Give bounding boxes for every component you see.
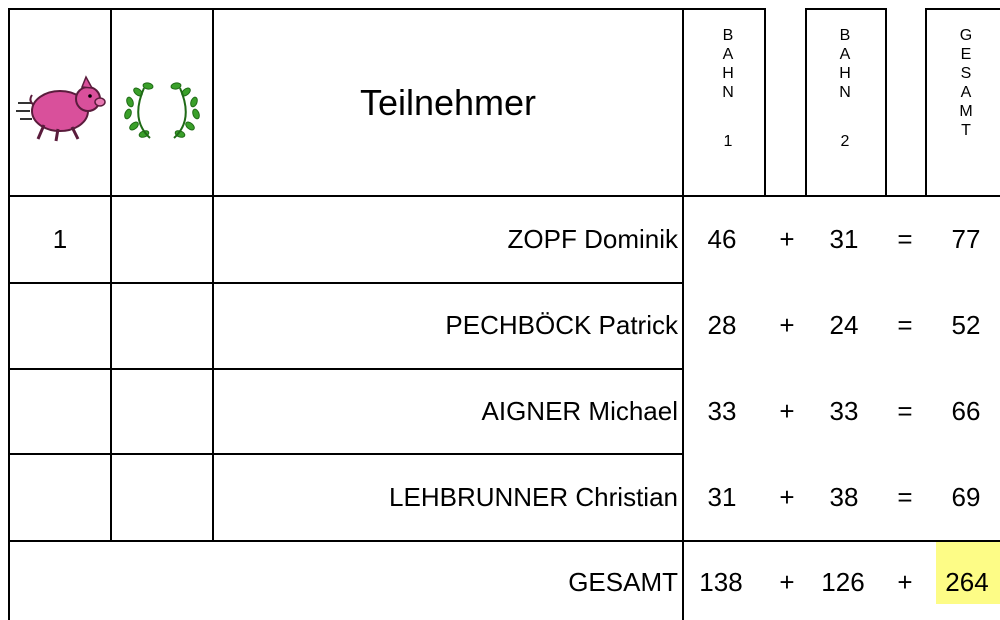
total-score: 66 [951, 396, 981, 426]
header-letter: 2 [840, 133, 850, 150]
plus-sign: + [779, 224, 795, 254]
plus-sign: + [779, 567, 795, 597]
header-spacer [713, 102, 743, 121]
header-letter: A [960, 84, 972, 101]
rank-cell: 1 [52, 224, 68, 254]
header-spacer [830, 102, 860, 121]
summary-bahn-1: 138 [699, 567, 743, 597]
grid-line [682, 8, 766, 10]
plus-sign: + [779, 310, 795, 340]
header-letter: 1 [723, 133, 733, 150]
header-letter: G [959, 27, 973, 44]
total-score: 77 [951, 224, 981, 254]
grid-line [682, 8, 684, 620]
header-letter: N [839, 84, 851, 101]
participant-name: PECHBÖCK Patrick [445, 310, 678, 340]
column-header-gesamt [951, 26, 981, 140]
column-header-bahn-1 [713, 26, 743, 151]
header-letter: H [722, 65, 734, 82]
bahn-1-score: 28 [707, 310, 737, 340]
equals-sign: = [897, 396, 913, 426]
header-letter: A [722, 46, 734, 63]
header-letter: H [839, 65, 851, 82]
total-score: 52 [951, 310, 981, 340]
grid-line [925, 8, 1000, 10]
bahn-2-score: 31 [829, 224, 859, 254]
summary-total: 264 [945, 567, 989, 597]
grid-line [805, 8, 807, 195]
plus-sign: + [897, 567, 913, 597]
participant-name: ZOPF Dominik [507, 224, 678, 254]
grid-line [8, 195, 1000, 197]
grid-line [8, 8, 10, 620]
grid-line [925, 8, 927, 195]
equals-sign: = [897, 224, 913, 254]
bahn-2-score: 38 [829, 482, 859, 512]
participant-name: LEHBRUNNER Christian [389, 482, 678, 512]
summary-label: GESAMT [568, 567, 678, 597]
equals-sign: = [897, 482, 913, 512]
bahn-1-score: 33 [707, 396, 737, 426]
grid-line [764, 8, 766, 195]
running-pig-icon [14, 75, 106, 145]
bahn-1-score: 31 [707, 482, 737, 512]
column-header-bahn-2 [830, 26, 860, 151]
equals-sign: = [897, 310, 913, 340]
header-letter: E [960, 46, 972, 63]
header-letter: M [959, 103, 973, 120]
bahn-2-score: 33 [829, 396, 859, 426]
page-title: Teilnehmer [359, 82, 537, 123]
header-letter: T [961, 122, 971, 139]
header-letter: A [839, 46, 851, 63]
bahn-1-score: 46 [707, 224, 737, 254]
grid-line [805, 8, 887, 10]
header-letter: B [839, 27, 851, 44]
plus-sign: + [779, 482, 795, 512]
participant-name: AIGNER Michael [481, 396, 678, 426]
plus-sign: + [779, 396, 795, 426]
grid-line [8, 540, 1000, 542]
total-score: 69 [951, 482, 981, 512]
header-letter: B [722, 27, 734, 44]
grid-line [885, 8, 887, 195]
grid-line [214, 8, 682, 10]
grid-line [110, 8, 112, 540]
header-letter: N [722, 84, 734, 101]
summary-bahn-2: 126 [821, 567, 865, 597]
laurel-wreath-icon [120, 80, 204, 144]
bahn-2-score: 24 [829, 310, 859, 340]
header-letter: S [960, 65, 972, 82]
